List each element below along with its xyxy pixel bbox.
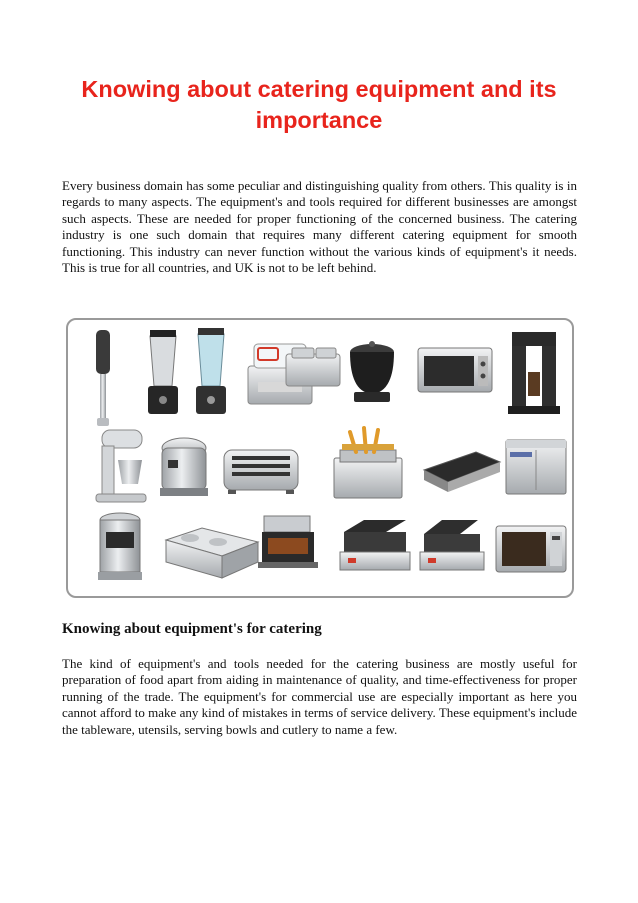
- bain-marie-icon: [166, 528, 258, 578]
- blender-icon: [148, 330, 178, 414]
- soup-kettle-icon: [98, 513, 142, 580]
- page-title: Knowing about catering equipment and its importance: [81, 76, 557, 133]
- section-paragraph: The kind of equipment's and tools needed for the catering business are mostly useful for preparation of food apart from aiding in maintenance of quality, and time-effectiveness for proper running of the trade. The equipment's for commercial use are especially important as here you cannot afford to make any kind of mistakes in terms of service delivery. These equipment's include the tableware, utensils, serving bowls and cutlery to name a few.: [62, 656, 577, 737]
- toaster-icon: [224, 450, 298, 494]
- stand-mixer-icon: [96, 430, 146, 502]
- section-heading: Knowing about equipment's for catering: [62, 621, 322, 637]
- contact-grill-icon: [420, 520, 484, 570]
- intro-paragraph: Every business domain has some peculiar and distinguishing quality from others. This quality is in regards to many aspects. The equipment's and tools required for different businesses are amongst such aspects. These are needed for proper functioning of the concerned business. The catering industry is one such domain that requires many different catering equipment for smooth functioning. This industry can never function without the various kinds of equipment's it needs. This is true for all countries, and UK is not to be left behind.: [62, 178, 577, 276]
- fryer-icon: [334, 428, 402, 498]
- hot-cupboard-icon: [506, 440, 566, 494]
- blender-icon: [196, 328, 226, 414]
- contact-grill-icon: [340, 520, 410, 570]
- griddle-icon: [424, 452, 500, 492]
- equipment-collage-image: [66, 318, 574, 598]
- soup-kettle-icon: [350, 341, 394, 402]
- bain-marie-icon: [286, 348, 340, 386]
- food-processor-icon: [160, 438, 208, 496]
- hand-blender-icon: [96, 330, 110, 426]
- conveyor-toaster-icon: [258, 516, 318, 568]
- microwave-icon: [496, 526, 566, 572]
- coffee-brewer-icon: [508, 332, 560, 414]
- salamander-grill-icon: [418, 348, 492, 392]
